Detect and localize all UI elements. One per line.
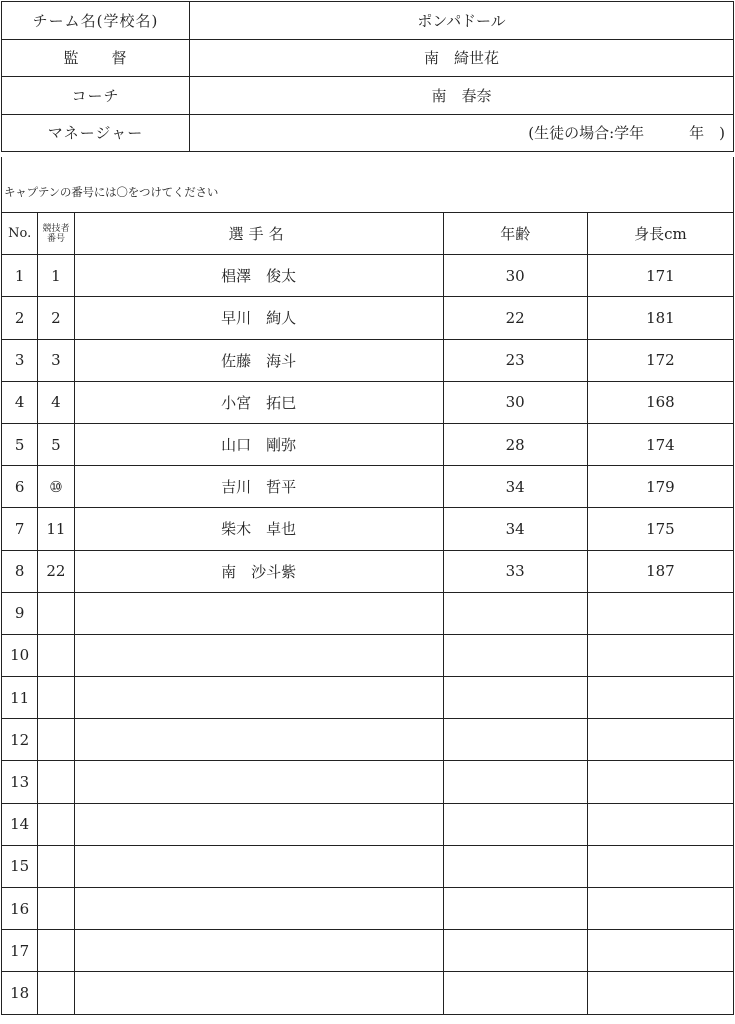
- player-name[interactable]: 椙澤 俊太: [74, 255, 443, 297]
- row-number: 5: [2, 423, 38, 465]
- player-age[interactable]: 34: [443, 508, 587, 550]
- table-row: [2, 381, 734, 423]
- player-name[interactable]: 柴木 卓也: [74, 508, 443, 550]
- player-height[interactable]: [587, 845, 733, 887]
- player-name[interactable]: 山口 剛弥: [74, 423, 443, 465]
- player-age[interactable]: 22: [443, 297, 587, 339]
- player-age[interactable]: 23: [443, 339, 587, 381]
- competitor-number[interactable]: [38, 677, 74, 719]
- player-age[interactable]: [443, 888, 587, 930]
- row-number: 3: [2, 339, 38, 381]
- coach-label: コーチ: [2, 77, 190, 115]
- player-height[interactable]: 171: [587, 255, 733, 297]
- coach-row: [2, 77, 734, 115]
- player-name[interactable]: [74, 972, 443, 1014]
- table-row: [2, 803, 734, 845]
- player-age[interactable]: [443, 930, 587, 972]
- player-name[interactable]: [74, 845, 443, 887]
- player-height[interactable]: 179: [587, 466, 733, 508]
- player-height[interactable]: [587, 634, 733, 676]
- player-name[interactable]: [74, 592, 443, 634]
- header-competitor-number: [38, 213, 74, 255]
- row-number: 15: [2, 845, 38, 887]
- table-row: [2, 550, 734, 592]
- table-row: [2, 845, 734, 887]
- player-age[interactable]: [443, 634, 587, 676]
- player-name[interactable]: [74, 677, 443, 719]
- player-name[interactable]: [74, 930, 443, 972]
- player-name[interactable]: [74, 719, 443, 761]
- table-row: [2, 719, 734, 761]
- competitor-number[interactable]: 2: [38, 297, 74, 339]
- player-age[interactable]: [443, 677, 587, 719]
- row-number: 14: [2, 803, 38, 845]
- table-row: [2, 297, 734, 339]
- row-number: 18: [2, 972, 38, 1014]
- header-player-name: 選手名: [74, 213, 443, 255]
- player-height[interactable]: [587, 719, 733, 761]
- player-name[interactable]: [74, 761, 443, 803]
- team-name-value[interactable]: ポンパドール: [190, 2, 734, 40]
- row-number: 8: [2, 550, 38, 592]
- player-age[interactable]: 34: [443, 466, 587, 508]
- header-competitor-line1: 競技者: [42, 223, 70, 234]
- player-height[interactable]: 175: [587, 508, 733, 550]
- team-manager-value[interactable]: (生徒の場合:学年 年 ): [190, 114, 734, 152]
- player-age[interactable]: 28: [443, 423, 587, 465]
- team-name-label: チーム名(学校名): [2, 2, 190, 40]
- player-name[interactable]: [74, 888, 443, 930]
- manager-row: [2, 39, 734, 77]
- competitor-number[interactable]: 4: [38, 381, 74, 423]
- player-age[interactable]: 30: [443, 255, 587, 297]
- table-row: [2, 972, 734, 1014]
- player-name[interactable]: 小宮 拓巳: [74, 381, 443, 423]
- table-row: [2, 888, 734, 930]
- player-age[interactable]: 30: [443, 381, 587, 423]
- player-height[interactable]: 168: [587, 381, 733, 423]
- table-row: [2, 592, 734, 634]
- player-height[interactable]: [587, 592, 733, 634]
- table-row: [2, 677, 734, 719]
- player-age[interactable]: [443, 972, 587, 1014]
- team-name-row: [2, 2, 734, 40]
- player-name[interactable]: [74, 803, 443, 845]
- player-age[interactable]: [443, 592, 587, 634]
- player-height[interactable]: [587, 972, 733, 1014]
- player-name[interactable]: 佐藤 海斗: [74, 339, 443, 381]
- header-competitor-line2: 番号: [46, 233, 65, 244]
- player-age[interactable]: [443, 761, 587, 803]
- row-number: 13: [2, 761, 38, 803]
- player-height[interactable]: [587, 803, 733, 845]
- table-row: [2, 255, 734, 297]
- competitor-number[interactable]: 1: [38, 255, 74, 297]
- row-number: 6: [2, 466, 38, 508]
- table-row: [2, 508, 734, 550]
- table-row: [2, 466, 734, 508]
- competitor-number[interactable]: 3: [38, 339, 74, 381]
- competitor-number[interactable]: [38, 761, 74, 803]
- competitor-number[interactable]: [38, 803, 74, 845]
- table-row: [2, 634, 734, 676]
- player-name[interactable]: 南 沙斗紫: [74, 550, 443, 592]
- player-height[interactable]: 172: [587, 339, 733, 381]
- roster-table: [1, 212, 734, 1015]
- competitor-number[interactable]: [38, 719, 74, 761]
- manager-label: 監 督: [2, 39, 190, 77]
- competitor-number[interactable]: 22: [38, 550, 74, 592]
- player-age[interactable]: [443, 803, 587, 845]
- captain-note: キャプテンの番号には〇をつけてください: [4, 185, 219, 199]
- competitor-number[interactable]: [38, 845, 74, 887]
- player-name[interactable]: [74, 634, 443, 676]
- roster-header-row: [2, 213, 734, 255]
- header-no: No.: [2, 213, 38, 255]
- player-age[interactable]: [443, 719, 587, 761]
- row-number: 17: [2, 930, 38, 972]
- competitor-number[interactable]: [38, 634, 74, 676]
- header-height: 身長cm: [587, 213, 733, 255]
- competitor-number[interactable]: [38, 592, 74, 634]
- row-number: 12: [2, 719, 38, 761]
- table-row: [2, 761, 734, 803]
- competitor-number[interactable]: [38, 888, 74, 930]
- table-row: [2, 339, 734, 381]
- competitor-number[interactable]: 11: [38, 508, 74, 550]
- row-number: 1: [2, 255, 38, 297]
- player-height[interactable]: 174: [587, 423, 733, 465]
- coach-value[interactable]: 南 春奈: [190, 77, 734, 115]
- competitor-number[interactable]: [38, 930, 74, 972]
- table-row: [2, 930, 734, 972]
- manager-value[interactable]: 南 綺世花: [190, 39, 734, 77]
- player-age[interactable]: 33: [443, 550, 587, 592]
- row-number: 4: [2, 381, 38, 423]
- row-number: 11: [2, 677, 38, 719]
- team-manager-label: マネージャー: [2, 114, 190, 152]
- competitor-number[interactable]: ⑩: [38, 466, 74, 508]
- player-height[interactable]: [587, 888, 733, 930]
- table-row: [2, 423, 734, 465]
- player-height[interactable]: 181: [587, 297, 733, 339]
- player-height[interactable]: [587, 677, 733, 719]
- captain-note-area: [1, 157, 734, 212]
- player-height[interactable]: [587, 930, 733, 972]
- team-manager-row: [2, 114, 734, 152]
- team-info-table: [1, 1, 734, 152]
- row-number: 7: [2, 508, 38, 550]
- player-height[interactable]: [587, 761, 733, 803]
- competitor-number[interactable]: 5: [38, 423, 74, 465]
- player-height[interactable]: 187: [587, 550, 733, 592]
- competitor-number[interactable]: [38, 972, 74, 1014]
- row-number: 16: [2, 888, 38, 930]
- player-name[interactable]: 吉川 哲平: [74, 466, 443, 508]
- player-name[interactable]: 早川 絢人: [74, 297, 443, 339]
- player-age[interactable]: [443, 845, 587, 887]
- header-age: 年齢: [443, 213, 587, 255]
- row-number: 2: [2, 297, 38, 339]
- row-number: 9: [2, 592, 38, 634]
- row-number: 10: [2, 634, 38, 676]
